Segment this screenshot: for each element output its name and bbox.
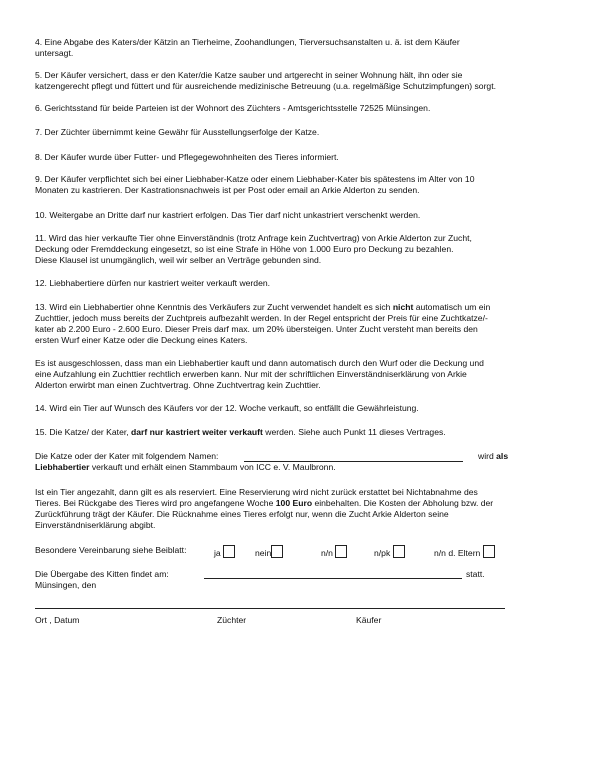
checkbox-nn-eltern[interactable]: [483, 545, 495, 558]
clause-11: 11. Wird das hier verkaufte Tier ohne Einverständnis (trotz Anfrage kein Zuchtvertrag) von Arkie Alderton zur Zucht, Deckung oder Fremddeckung eingesetzt, so ist eine Strafe in Höhe von 1.000 Euro pro Deckung zu bezahlen. Diese Klausel ist unumgänglich, weil wir selber an Verträge gebunden sind.: [35, 233, 472, 265]
signature-place-date: Ort , Datum: [35, 615, 80, 625]
clause-8: 8. Der Käufer wurde über Futter- und Pflegegewohnheiten des Tieres informiert.: [35, 152, 339, 162]
clause-6: 6. Gerichtsstand für beide Parteien ist der Wohnort des Züchters - Amtsgerichtsstelle 72525 Münsingen.: [35, 103, 431, 113]
checkbox-nn[interactable]: [335, 545, 347, 558]
handover-date-field[interactable]: [204, 578, 462, 579]
checkbox-ja[interactable]: [223, 545, 235, 558]
clause-12: 12. Liebhabertiere dürfen nur kastriert weiter verkauft werden.: [35, 278, 271, 288]
signature-line[interactable]: [35, 608, 505, 609]
clause-15: 15. Die Katze/ der Kater, darf nur kastriert weiter verkauft werden. Siehe auch Punkt 11 dieses Vertrages.: [35, 427, 446, 437]
option-nn: n/n: [321, 545, 347, 559]
signature-buyer: Käufer: [356, 615, 382, 625]
agreement-label: Besondere Vereinbarung siehe Beiblatt:: [35, 545, 187, 555]
clause-9: 9. Der Käufer verpflichtet sich bei einer Liebhaber-Katze oder einem Liebhaber-Kater bis spätestens im Alter von 10 Monaten zu kastrieren. Der Kastrationsnachweis ist per Post oder email an Arkie Alderton zu senden.: [35, 174, 475, 195]
clause-5: 5. Der Käufer versichert, dass er den Kater/die Katze sauber und artgerecht in seiner Wohnung hält, ihn oder sie katzengerecht pflegt und füttert und für ausreichende medizinische Betreuung (u.a. regelmäßige Schutzimpfungen) sorgt.: [35, 70, 496, 91]
handover-label: Die Übergabe des Kitten findet am:: [35, 569, 169, 579]
clause-7: 7. Der Züchter übernimmt keine Gewähr für Ausstellungserfolge der Katze.: [35, 127, 320, 137]
handover-place: Münsingen, den: [35, 580, 97, 590]
clause-13-continued: Es ist ausgeschlossen, dass man ein Liebhabertier kauft und dann automatisch durch den Wurf oder die Deckung und eine Aufzahlung ein Zuchttier rechtlich erwerben kann. Nur mit der schriftlichen Einverständniserklärung von Arkie Alderton erwirbt man einen Zuchtvertrag. Ohne Zuchtvertrag kein Zuchttier.: [35, 358, 484, 390]
checkbox-npk[interactable]: [393, 545, 405, 558]
sold-as-label: wird als: [478, 451, 509, 461]
pet-sale-text: Liebhabertier verkauft und erhält einen Stammbaum von ICC e. V. Maulbronn.: [35, 462, 336, 472]
signature-breeder: Züchter: [217, 615, 247, 625]
handover-suffix: statt.: [466, 569, 485, 579]
option-npk: n/pk: [374, 545, 405, 559]
reservation-text: Ist ein Tier angezahlt, dann gilt es als reserviert. Eine Reservierung wird nicht zurück erstattet bei Nichtabnahme des Tieres. Bei Rückgabe des Tieres wird pro angefangene Woche 100 Euro einbehalten. Die Kosten der Abholung bzw. der Zurückführung trägt der Käufer. Die Rücknahme eines Tieres erfolgt nur, wenn die Zucht Arkie Alderton seine Einverständniserklärung abgibt.: [35, 487, 494, 530]
clause-14: 14. Wird ein Tier auf Wunsch des Käufers vor der 12. Woche verkauft, so entfällt die Gewährleistung.: [35, 403, 419, 413]
clause-10: 10. Weitergabe an Dritte darf nur kastriert erfolgen. Das Tier darf nicht unkastriert verschenkt werden.: [35, 210, 421, 220]
clause-13: 13. Wird ein Liebhabertier ohne Kenntnis des Verkäufers zur Zucht verwendet handelt es sich nicht automatisch um ein Zuchttier, jedoch muss bereits der Zuchtpreis aufbezahlt werden. In der Regel entspricht der Preis für eine Zuchtkatze/- kater ab 2.200 Euro - 2.600 Euro. Dieser Preis darf max. um 20% übersteigen. Unter Zucht versteht man bereits den ersten Wurf einer Katze oder die Deckung eines Katers.: [35, 302, 491, 345]
checkbox-nein[interactable]: [271, 545, 283, 558]
cat-name-label: Die Katze oder der Kater mit folgendem Namen:: [35, 451, 219, 461]
option-nein: nein: [255, 545, 283, 559]
clause-4: 4. Eine Abgabe des Katers/der Kätzin an Tierheime, Zoohandlungen, Tierversuchsanstalten u. ä. ist dem Käufer untersagt.: [35, 37, 460, 58]
option-nn-eltern: n/n d. Eltern: [434, 545, 495, 559]
option-ja: ja: [214, 545, 235, 559]
